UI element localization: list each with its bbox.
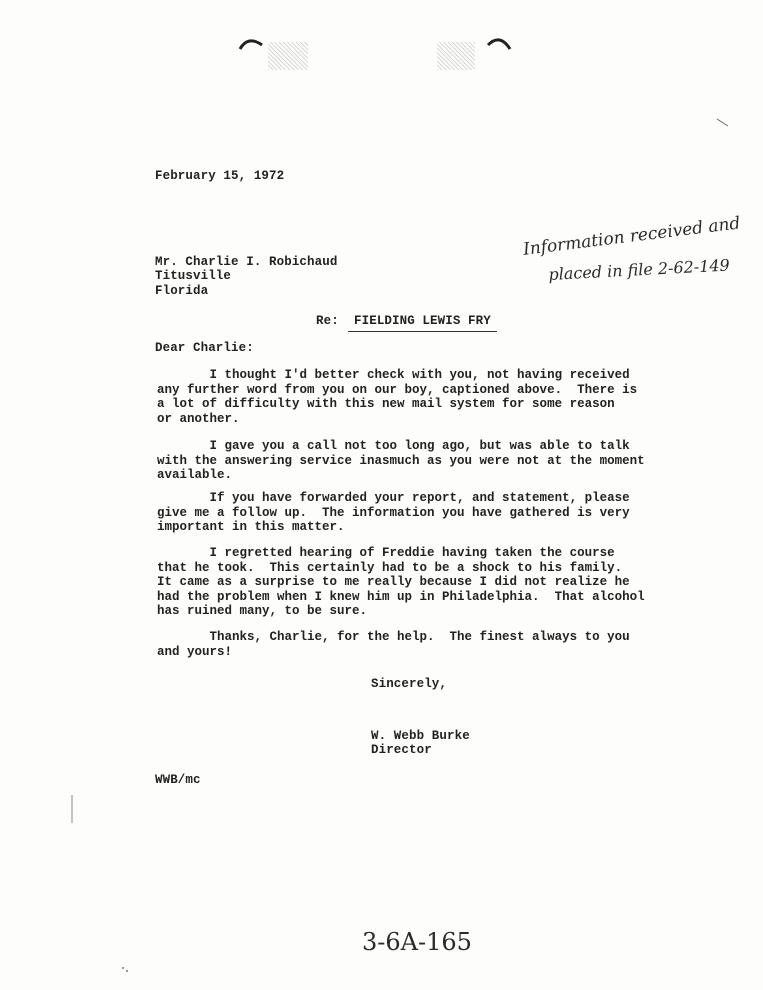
paragraph-line: Thanks, Charlie, for the help. The finest always to you bbox=[157, 630, 630, 644]
typist-initials: WWB/mc bbox=[155, 773, 201, 787]
punch-hole-mark-right bbox=[486, 33, 512, 53]
paragraph-4 bbox=[157, 546, 645, 619]
subject-line bbox=[316, 311, 491, 329]
handwritten-file-number: 3-6A-165 bbox=[362, 928, 472, 956]
subject-underline bbox=[348, 331, 497, 332]
paragraph-line: that he took. This certainly had to be a shock to his family. bbox=[157, 560, 623, 575]
stray-mark bbox=[70, 795, 74, 825]
letter-date: February 15, 1972 bbox=[155, 169, 285, 183]
paragraph-5 bbox=[157, 630, 637, 659]
scan-smudge-left bbox=[268, 42, 308, 70]
subject-text: FIELDING LEWIS FRY bbox=[354, 314, 491, 328]
paragraph-line: It came as a surprise to me really because I did not realize he bbox=[157, 575, 630, 590]
signer-title: Director bbox=[371, 743, 432, 757]
paragraph-line: If you have forwarded your report, and statement, please bbox=[157, 491, 630, 505]
handwritten-note-line1: Information received and bbox=[522, 213, 742, 260]
closing: Sincerely, bbox=[371, 677, 448, 691]
paragraph-line: with the answering service inasmuch as you were not at the moment bbox=[157, 453, 645, 468]
paragraph-line: available. bbox=[157, 468, 233, 483]
paragraph-line: had the problem when I knew him up in Philadelphia. That alcohol bbox=[157, 589, 645, 604]
paragraph-line: I gave you a call not too long ago, but was able to talk bbox=[157, 439, 630, 453]
paragraph-line: important in this matter. bbox=[157, 520, 345, 535]
subject-label: Re: bbox=[316, 314, 339, 328]
paragraph-line: a lot of difficulty with this new mail system for some reason bbox=[157, 397, 615, 412]
paragraph-line: and yours! bbox=[157, 644, 233, 659]
paragraph-line: any further word from you on our boy, captioned above. There is bbox=[157, 382, 638, 397]
stray-mark bbox=[120, 965, 130, 975]
stray-mark bbox=[716, 118, 730, 128]
recipient-state: Florida bbox=[155, 284, 209, 298]
signer-name: W. Webb Burke bbox=[371, 729, 470, 743]
paragraph-line: I regretted hearing of Freddie having taken the course bbox=[157, 546, 615, 560]
paragraph-3 bbox=[157, 491, 637, 535]
paragraph-line: give me a follow up. The information you have gathered is very bbox=[157, 505, 630, 520]
scan-smudge-right bbox=[437, 42, 475, 70]
recipient-city: Titusville bbox=[155, 269, 232, 283]
recipient-name: Mr. Charlie I. Robichaud bbox=[155, 255, 338, 269]
handwritten-note-line2: placed in file 2-62-149 bbox=[548, 255, 731, 284]
paragraph-1 bbox=[157, 368, 637, 426]
paragraph-2 bbox=[157, 439, 645, 483]
salutation: Dear Charlie: bbox=[155, 341, 254, 355]
punch-hole-mark-left bbox=[238, 33, 264, 53]
paragraph-line: or another. bbox=[157, 411, 240, 426]
paragraph-line: has ruined many, to be sure. bbox=[157, 604, 368, 619]
paragraph-line: I thought I'd better check with you, not having received bbox=[157, 368, 630, 382]
